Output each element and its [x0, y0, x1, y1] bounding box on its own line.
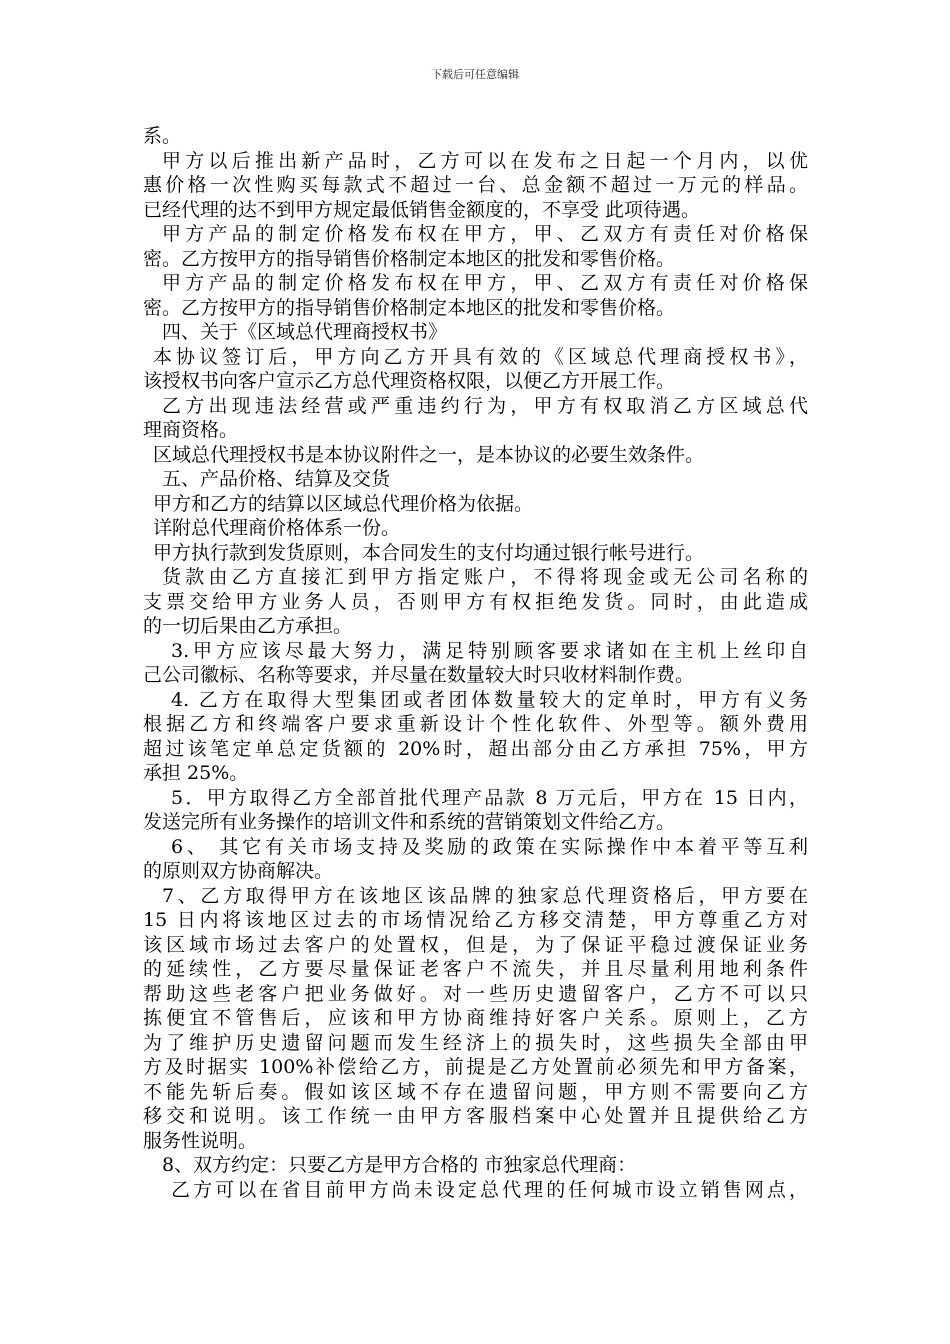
text-line: 甲方产品的制定价格发布权在甲方，甲、乙双方有责任对价格保 — [162, 223, 808, 245]
text-line: 该区域市场过去客户的处置权，但是，为了保证平稳过渡保证业务 — [143, 933, 808, 956]
text-line: 该授权书向客户宣示乙方总代理资格权限，以便乙方开展工作。 — [143, 370, 676, 392]
text-line: 发送完所有业务操作的培训文件和系统的营销策划文件给乙方。 — [143, 811, 676, 833]
text-line: 五、产品价格、结算及交货 — [162, 468, 391, 490]
text-line: 系。 — [143, 125, 182, 147]
text-line: 支票交给甲方业务人员，否则甲方有权拒绝发货。同时，由此造成 — [143, 590, 808, 613]
text-line: 不能先斩后奏。假如该区域不存在遗留问题，甲方则不需要向乙方 — [143, 1080, 808, 1103]
text-line: 密。乙方按甲方的指导销售价格制定本地区的批发和零售价格。 — [143, 247, 676, 270]
text-line: 区域总代理授权书是本协议附件之一，是本协议的必要生效条件。 — [153, 443, 705, 466]
text-line: 的原则双方协商解决。 — [143, 860, 334, 882]
text-line: 甲方以后推出新产品时，乙方可以在发布之日起一个月内，以优 — [162, 149, 808, 172]
text-line: 帮助这些老客户把业务做好。对一些历史遗留客户，乙方不可以只 — [143, 982, 808, 1005]
text-line: 甲方产品的制定价格发布权在甲方，甲、乙双方有责任对价格保 — [162, 272, 808, 294]
text-line: 超过该笔定单总定货额的 20%时，超出部分由乙方承担 75%，甲方 — [143, 737, 808, 760]
text-line: 拣便宜不管售后，应该和甲方协商维持好客户关系。原则上，乙方 — [143, 1007, 808, 1029]
text-line: 方及时据实 100%补偿给乙方，前提是乙方处置前必须先和甲方备案， — [143, 1056, 808, 1078]
text-line: 的延续性，乙方要尽量保证老客户不流失，并且尽量利用地利条件 — [143, 958, 808, 980]
text-line: 详附总代理商价格体系一份。 — [153, 517, 401, 539]
text-line: 四、关于《区域总代理商授权书》 — [162, 321, 448, 343]
text-line: 乙方出现违法经营或严重违约行为，甲方有权取消乙方区域总代 — [162, 394, 808, 417]
text-line: 5．甲方取得乙方全部首批代理产品款 8 万元后，甲方在 15 日内， — [171, 786, 808, 809]
page-header: 下载后可任意编辑 — [431, 68, 519, 81]
text-line: 甲方执行款到发货原则，本合同发生的支付均通过银行帐号进行。 — [153, 541, 705, 564]
text-line: 服务性说明。 — [143, 1129, 258, 1152]
text-line: 为了维护历史遗留问题而发生经济上的损失时，这些损失全部由甲 — [143, 1031, 808, 1054]
text-line: 甲方和乙方的结算以区域总代理价格为依据。 — [153, 492, 534, 515]
text-line: 移交和说明。该工作统一由甲方客服档案中心处置并且提供给乙方 — [143, 1105, 808, 1127]
text-line: 7、乙方取得甲方在该地区该品牌的独家总代理资格后，甲方要在 — [162, 884, 808, 907]
text-line: 货款由乙方直接汇到甲方指定账户，不得将现金或无公司名称的 — [162, 566, 808, 588]
text-line: 3.甲方应该尽最大努力，满足特别顾客要求诸如在主机上丝印自 — [171, 639, 808, 662]
text-line: 承担 25%。 — [143, 762, 249, 784]
document-body — [143, 124, 808, 1202]
text-line: 8、双方约定：只要乙方是甲方合格的 市独家总代理商： — [162, 1154, 637, 1176]
text-line: 己公司徽标、名称等要求，并尽量在数量较大时只收材料制作费。 — [143, 664, 695, 686]
text-line: 已经代理的达不到甲方规定最低销售金额度的，不享受 此项待遇。 — [143, 198, 701, 221]
text-line: 惠价格一次性购买每款式不超过一台、总金额不超过一万元的样品。 — [143, 174, 808, 196]
text-line: 本协议签订后，甲方向乙方开具有效的《区域总代理商授权书》， — [153, 345, 808, 368]
text-line: 乙方可以在省目前甲方尚未设定总代理的任何城市设立销售网点， — [171, 1178, 808, 1201]
text-line: 根据乙方和终端客户要求重新设计个性化软件、外型等。额外费用 — [143, 713, 808, 735]
text-line: 的一切后果由乙方承担。 — [143, 615, 353, 637]
text-line: 6、 其它有关市场支持及奖励的政策在实际操作中本着平等互利 — [171, 835, 808, 858]
text-line: 4. 乙方在取得大型集团或者团体数量较大的定单时，甲方有义务 — [171, 688, 808, 711]
text-line: 密。乙方按甲方的指导销售价格制定本地区的批发和零售价格。 — [143, 296, 676, 319]
text-line: 15 日内将该地区过去的市场情况给乙方移交清楚，甲方尊重乙方对 — [143, 909, 808, 931]
text-line: 理商资格。 — [143, 419, 239, 441]
